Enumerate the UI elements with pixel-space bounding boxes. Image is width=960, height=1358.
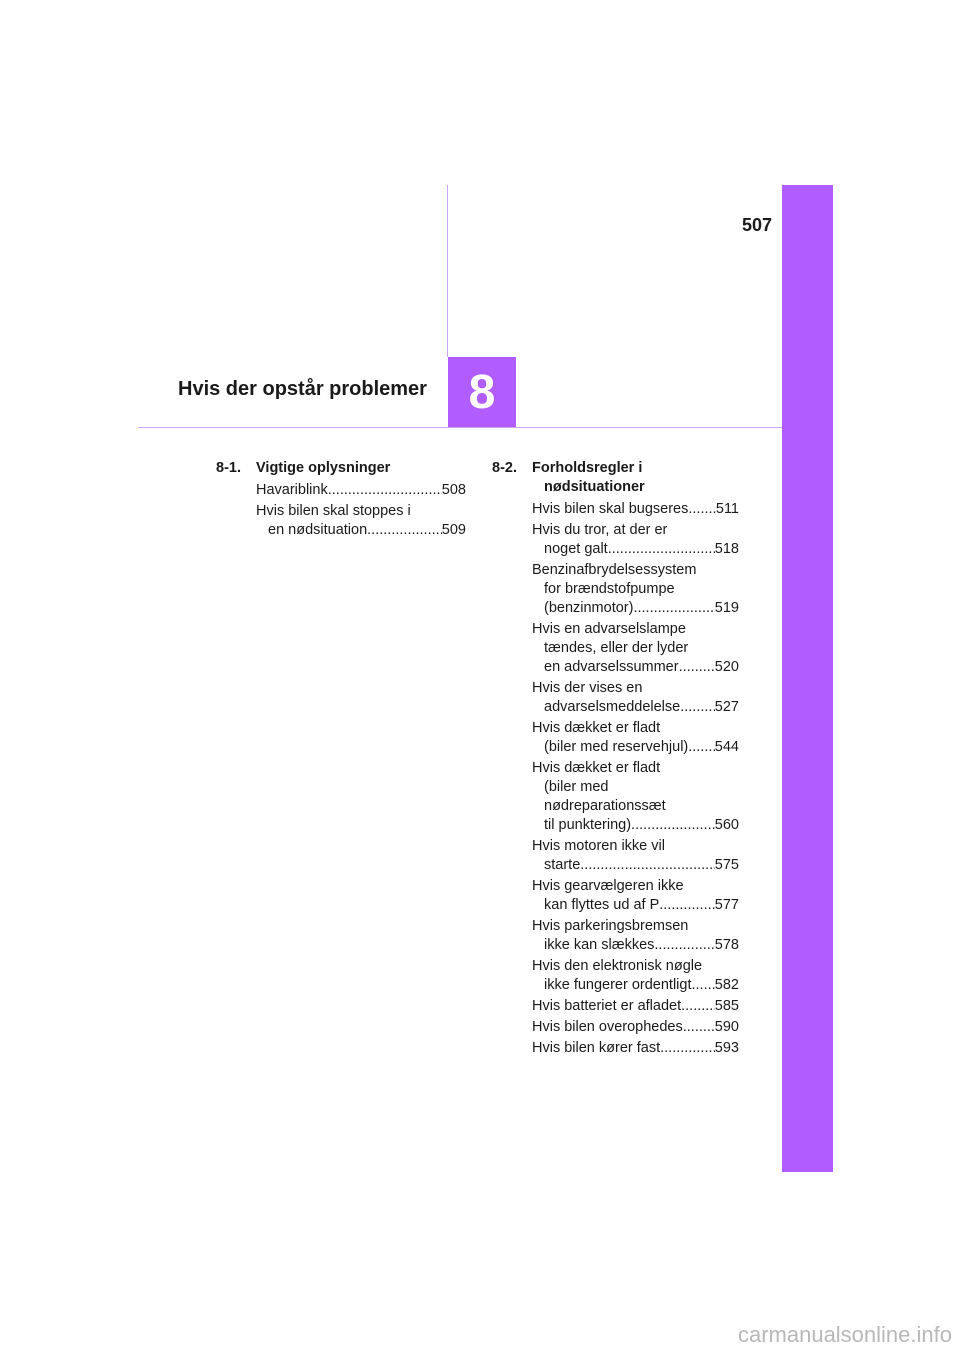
toc-entry-page: 585 — [714, 998, 739, 1014]
toc-entry-line — [256, 521, 466, 540]
toc-entry-line — [532, 698, 739, 717]
toc-entry-text: Hvis parkeringsbremsen — [532, 918, 689, 934]
toc-entry-text: Hvis batteriet er afladet — [532, 998, 682, 1014]
toc-entry-line — [532, 778, 739, 797]
toc-entry-page: 577 — [714, 897, 739, 913]
toc-entry-line — [532, 759, 739, 778]
toc-entry-line — [532, 599, 739, 618]
toc-entry-text: noget galt — [544, 541, 608, 557]
toc-entry[interactable] — [532, 917, 739, 955]
toc-entry-line — [532, 917, 739, 936]
toc-entry-page: 511 — [715, 501, 739, 517]
toc-entry-line — [532, 837, 739, 856]
toc-entry[interactable] — [532, 521, 739, 559]
dot-leader — [660, 1039, 715, 1058]
toc-entry-text: Hvis du tror, at der er — [532, 522, 668, 538]
toc-entry-line — [532, 1039, 739, 1058]
toc-entry-text: Havariblink — [256, 482, 328, 498]
chapter-title: Hvis der opstår problemer — [178, 378, 427, 400]
toc-entry-text: Hvis bilen kører fast — [532, 1040, 661, 1056]
toc-entry-text: (biler med — [544, 779, 609, 795]
toc-entry-line — [532, 1018, 739, 1037]
toc-entry-line — [256, 481, 466, 500]
toc-entry-line — [532, 976, 739, 995]
section-title: Vigtige oplysninger — [256, 460, 391, 476]
toc-entry-text: kan flyttes ud af P — [544, 897, 660, 913]
toc-entry[interactable] — [532, 997, 739, 1016]
toc-entry-text: ikke kan slækkes — [544, 937, 655, 953]
toc-entry[interactable] — [532, 957, 739, 995]
toc-entry-line — [256, 502, 466, 521]
horizontal-rule — [138, 427, 782, 428]
toc-entry-page: 593 — [714, 1040, 739, 1056]
dot-leader — [633, 599, 714, 618]
toc-entry-text: (biler med reservehjul) — [544, 739, 689, 755]
dot-leader — [328, 481, 442, 500]
toc-entry-text: Benzinafbrydelsessystem — [532, 562, 697, 578]
toc-entry-text: Hvis den elektronisk nøgle — [532, 958, 703, 974]
toc-entry[interactable] — [532, 1018, 739, 1037]
chapter-number: 8 — [468, 365, 496, 419]
toc-entry-text: nødreparationssæt — [544, 798, 666, 814]
toc-entry-text: Hvis en advarselslampe — [532, 621, 686, 637]
dot-leader — [681, 997, 715, 1016]
toc-entry[interactable] — [256, 502, 466, 540]
toc-entry-text: (benzinmotor) — [544, 600, 634, 616]
toc-entry-line — [532, 620, 739, 639]
toc-entry-line — [532, 540, 739, 559]
section-number: 8-1. — [216, 460, 241, 476]
toc-entry-line — [532, 856, 739, 875]
toc-entry-line — [532, 957, 739, 976]
toc-entry[interactable] — [532, 719, 739, 757]
section-title: Forholdsregler i nødsituationer — [532, 460, 645, 495]
toc-entry[interactable] — [532, 500, 739, 519]
toc-entry[interactable] — [532, 759, 739, 835]
toc-entry-line — [532, 580, 739, 599]
toc-entry-page: 508 — [441, 482, 466, 498]
toc-entry-line — [532, 816, 739, 835]
toc-entry-text: Hvis der vises en — [532, 680, 643, 696]
dot-leader — [688, 500, 716, 519]
toc-entry[interactable] — [532, 837, 739, 875]
toc-entry-line — [532, 719, 739, 738]
toc-entry-page: 590 — [714, 1019, 739, 1035]
toc-entry-text: for brændstofpumpe — [544, 581, 675, 597]
toc-entry-text: Hvis bilen skal stoppes i — [256, 503, 411, 519]
toc-entry-page: 527 — [714, 699, 739, 715]
toc-entry-text: en advarselssummer — [544, 659, 679, 675]
section-heading — [216, 459, 466, 478]
dot-leader — [580, 856, 715, 875]
section-heading — [492, 459, 739, 497]
toc-entry-line — [532, 877, 739, 896]
toc-entry-line — [532, 639, 739, 658]
toc-entry-text: en nødsituation — [268, 522, 368, 538]
dot-leader — [679, 658, 715, 677]
toc-entry-text: Hvis gearvælgeren ikke — [532, 878, 684, 894]
toc-section-8-2 — [492, 459, 739, 1060]
dot-leader — [688, 738, 715, 757]
dot-leader — [683, 1018, 715, 1037]
toc-entry-text: ikke fungerer ordentligt — [544, 977, 692, 993]
toc-entry-page: 519 — [714, 600, 739, 616]
toc-entry[interactable] — [532, 561, 739, 618]
toc-entry-page: 578 — [714, 937, 739, 953]
toc-entry-page: 544 — [714, 739, 739, 755]
toc-entry-page: 520 — [714, 659, 739, 675]
toc-entry-line — [532, 521, 739, 540]
dot-leader — [654, 936, 714, 955]
toc-entry-line — [532, 797, 739, 816]
vertical-rule — [447, 185, 448, 357]
toc-entry-line — [532, 896, 739, 915]
toc-entry-text: starte — [544, 857, 581, 873]
dot-leader — [692, 976, 715, 995]
toc-entry-page: 575 — [714, 857, 739, 873]
side-chapter-tab — [782, 185, 833, 1172]
toc-section-8-1 — [216, 459, 466, 542]
toc-entry-line — [532, 936, 739, 955]
dot-leader — [659, 896, 715, 915]
toc-entry-text: advarselsmeddelelse — [544, 699, 681, 715]
dot-leader — [367, 521, 442, 540]
toc-entry-text: til punktering) — [544, 817, 632, 833]
toc-entry-line — [532, 679, 739, 698]
toc-entry-line — [532, 738, 739, 757]
toc-entry[interactable] — [532, 877, 739, 915]
toc-entry-line — [532, 561, 739, 580]
toc-entry-text: Hvis bilen overophedes — [532, 1019, 683, 1035]
toc-entry[interactable] — [532, 1039, 739, 1058]
toc-entry[interactable] — [532, 679, 739, 717]
toc-entry-page: 509 — [441, 522, 466, 538]
toc-entry-text: Hvis dækket er fladt — [532, 720, 661, 736]
toc-entry[interactable] — [532, 620, 739, 677]
toc-entry-line — [532, 997, 739, 1016]
toc-entry-page: 560 — [714, 817, 739, 833]
toc-entry-page: 518 — [714, 541, 739, 557]
toc-entry-text: Hvis dækket er fladt — [532, 760, 661, 776]
chapter-number-box — [448, 357, 516, 427]
toc-entry-text: Hvis motoren ikke vil — [532, 838, 665, 854]
toc-entry-line — [532, 658, 739, 677]
toc-entry-line — [532, 500, 739, 519]
dot-leader — [680, 698, 715, 717]
toc-entry[interactable] — [256, 481, 466, 500]
page-number: 507 — [741, 215, 772, 235]
dot-leader — [631, 816, 715, 835]
section-number: 8-2. — [492, 460, 517, 476]
watermark: carmanualsonline.info — [737, 1322, 952, 1347]
dot-leader — [608, 540, 715, 559]
toc-entry-text: Hvis bilen skal bugseres — [532, 501, 689, 517]
toc-entry-page: 582 — [714, 977, 739, 993]
toc-entry-text: tændes, eller der lyder — [544, 640, 689, 656]
